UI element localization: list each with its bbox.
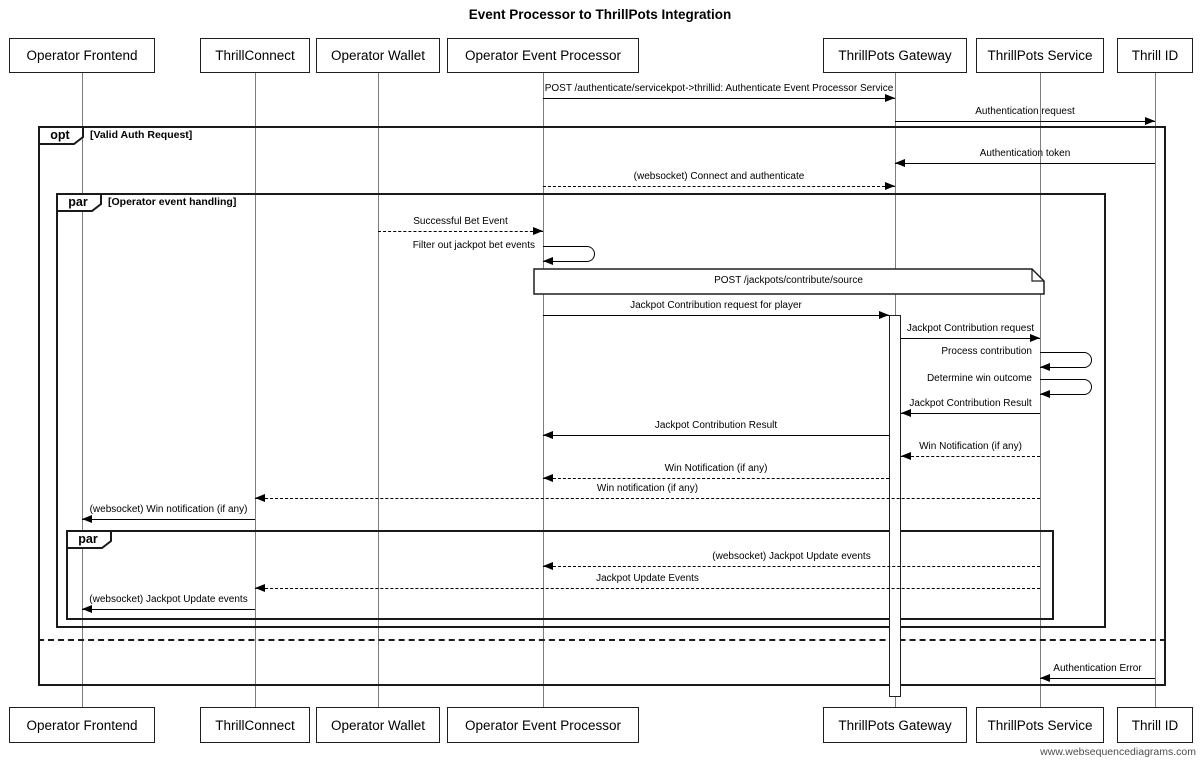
message-line [543, 98, 895, 99]
message-authentication-request: Authentication request [975, 106, 1075, 117]
arrowhead-icon [1040, 674, 1050, 682]
participant-top-thrillpots-service: ThrillPots Service [976, 38, 1104, 73]
participant-top-operator-event-processor: Operator Event Processor [447, 38, 639, 73]
message-jackpot-update-events: Jackpot Update Events [596, 573, 699, 584]
message-websocket-jackpot-update-events: (websocket) Jackpot Update events [89, 594, 248, 605]
arrowhead-icon [885, 182, 895, 190]
message-line [82, 609, 255, 610]
message-win-notification-if-any: Win notification (if any) [596, 483, 699, 494]
diagram-title: Event Processor to ThrillPots Integration [468, 7, 732, 22]
message-websocket-connect-and-authenticate: (websocket) Connect and authenticate [633, 171, 805, 182]
frame-guard-1: [Operator event handling] [108, 196, 237, 208]
arrowhead-icon [255, 494, 265, 502]
message-jackpot-contribution-request: Jackpot Contribution request [906, 323, 1035, 334]
frame-operator-label-2: par [78, 532, 98, 546]
participant-bottom-operator-wallet: Operator Wallet [316, 707, 440, 743]
arrowhead-icon [533, 227, 543, 235]
message-line [543, 315, 889, 316]
message-line [543, 435, 889, 436]
message-websocket-jackpot-update-events: (websocket) Jackpot Update events [712, 551, 871, 562]
arrowhead-icon [895, 159, 905, 167]
arrowhead-icon [543, 474, 553, 482]
message-successful-bet-event: Successful Bet Event [413, 216, 508, 227]
participant-bottom-thrillpots-service: ThrillPots Service [976, 707, 1104, 743]
message-line [895, 121, 1155, 122]
frame-operator-label-0: opt [50, 128, 70, 142]
message-line [895, 163, 1155, 164]
message-line [543, 186, 895, 187]
message-line [543, 566, 1040, 567]
message-line [255, 498, 1040, 499]
message-post-authenticate-servicekpot-thrillid-authentic: POST /authenticate/servicekpot->thrillid: Authenticate Event Processor Service [544, 83, 894, 94]
message-line [82, 519, 255, 520]
message-jackpot-contribution-result: Jackpot Contribution Result [909, 398, 1032, 409]
message-win-notification-if-any: Win Notification (if any) [919, 441, 1022, 452]
participant-bottom-operator-frontend: Operator Frontend [9, 707, 155, 743]
message-jackpot-contribution-result: Jackpot Contribution Result [654, 420, 778, 431]
message-line [901, 413, 1040, 414]
arrowhead-icon [1040, 390, 1050, 398]
note-text: POST /jackpots/contribute/source [714, 275, 863, 286]
message-line [901, 456, 1040, 457]
arrowhead-icon [255, 584, 265, 592]
arrowhead-icon [543, 257, 553, 265]
participant-top-thrillpots-gateway: ThrillPots Gateway [823, 38, 967, 73]
arrowhead-icon [1040, 363, 1050, 371]
participant-top-thrill-id: Thrill ID [1117, 38, 1193, 73]
message-win-notification-if-any: Win Notification (if any) [664, 463, 768, 474]
message-jackpot-contribution-request-for-player: Jackpot Contribution request for player [630, 300, 802, 311]
message-line [543, 478, 889, 479]
participant-bottom-thrillconnect: ThrillConnect [200, 707, 310, 743]
arrowhead-icon [543, 562, 553, 570]
message-process-contribution: Process contribution [941, 346, 1032, 357]
message-determine-win-outcome: Determine win outcome [926, 373, 1032, 384]
participant-top-operator-frontend: Operator Frontend [9, 38, 155, 73]
arrowhead-icon [901, 452, 911, 460]
message-line [1040, 678, 1155, 679]
frame-else-divider [38, 639, 1166, 641]
participant-bottom-thrillpots-gateway: ThrillPots Gateway [823, 707, 967, 743]
participant-bottom-operator-event-processor: Operator Event Processor [447, 707, 639, 743]
participant-bottom-thrill-id: Thrill ID [1117, 707, 1193, 743]
message-filter-out-jackpot-bet-events: Filter out jackpot bet events [412, 240, 535, 251]
message-line [255, 588, 1040, 589]
message-line [901, 338, 1040, 339]
watermark-text: www.websequencediagrams.com [1040, 746, 1196, 758]
message-authentication-error: Authentication Error [1053, 663, 1142, 674]
message-line [378, 231, 543, 232]
message-websocket-win-notification-if-any: (websocket) Win notification (if any) [89, 504, 248, 515]
frame-operator-label-1: par [68, 195, 88, 209]
arrowhead-icon [879, 311, 889, 319]
message-authentication-token: Authentication token [979, 148, 1071, 159]
arrowhead-icon [543, 431, 553, 439]
participant-top-thrillconnect: ThrillConnect [200, 38, 310, 73]
frame-guard-0: [Valid Auth Request] [90, 129, 193, 141]
arrowhead-icon [1145, 117, 1155, 125]
participant-top-operator-wallet: Operator Wallet [316, 38, 440, 73]
